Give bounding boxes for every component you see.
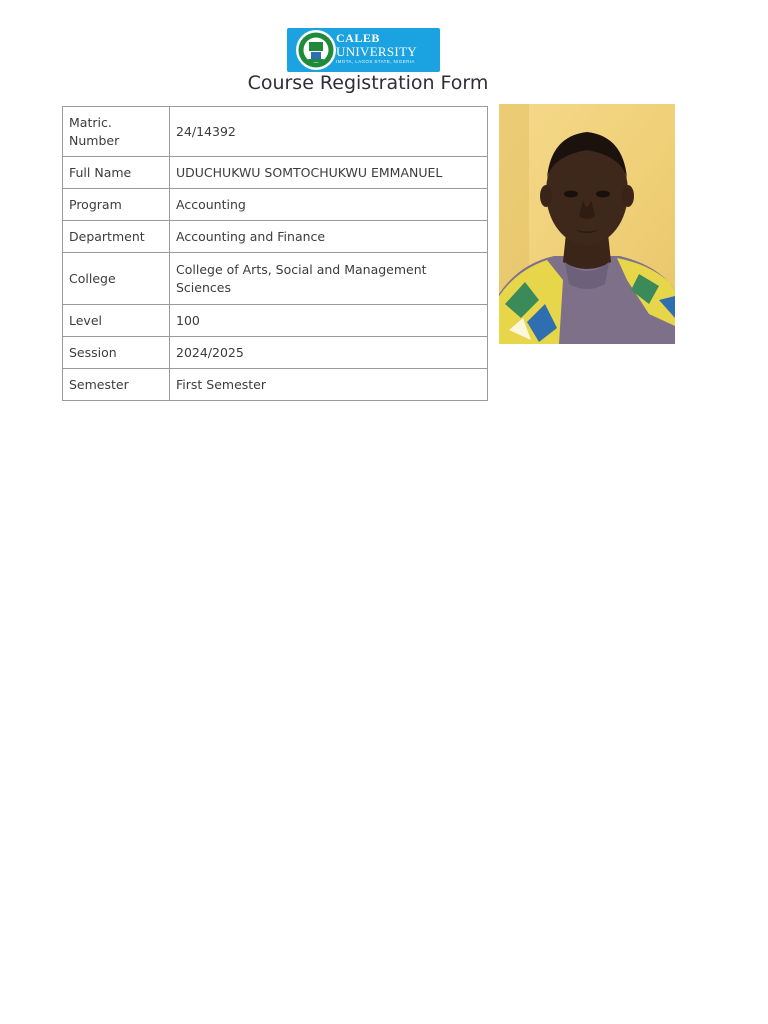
student-passport-photo: [499, 104, 675, 344]
student-photo-illustration: [499, 104, 675, 344]
table-row: [63, 157, 488, 189]
university-seal-icon: [295, 29, 337, 71]
session-label: Session: [63, 337, 170, 369]
level-label: Level: [63, 305, 170, 337]
department-label: Department: [63, 221, 170, 253]
table-row: [63, 221, 488, 253]
university-logo: [287, 28, 440, 72]
matric-number-value: 24/14392: [170, 107, 488, 157]
table-row: [63, 337, 488, 369]
full-name-label: Full Name: [63, 157, 170, 189]
college-label: College: [63, 253, 170, 305]
level-value: 100: [170, 305, 488, 337]
college-value: College of Arts, Social and Management Sciences: [170, 253, 488, 305]
matric-number-label-text: Matric. Number: [69, 114, 120, 148]
program-label: Program: [63, 189, 170, 221]
session-value: 2024/2025: [170, 337, 488, 369]
logo-wordmark: [336, 32, 417, 65]
logo-line-location: IMOTA, LAGOS STATE, NIGERIA: [336, 59, 415, 64]
student-info-table: [62, 106, 488, 401]
page-title: Course Registration Form: [247, 72, 489, 94]
table-row: [63, 189, 488, 221]
semester-value: First Semester: [170, 369, 488, 401]
table-row: [63, 305, 488, 337]
logo-line-university: UNIVERSITY: [336, 44, 417, 59]
logo-line-caleb: CALEB: [336, 31, 380, 45]
matric-number-label: [63, 107, 170, 157]
table-row: [63, 369, 488, 401]
program-value: Accounting: [170, 189, 488, 221]
table-row: [63, 107, 488, 157]
full-name-value: UDUCHUKWU SOMTOCHUKWU EMMANUEL: [170, 157, 488, 189]
department-value: Accounting and Finance: [170, 221, 488, 253]
table-row: [63, 253, 488, 305]
semester-label: Semester: [63, 369, 170, 401]
